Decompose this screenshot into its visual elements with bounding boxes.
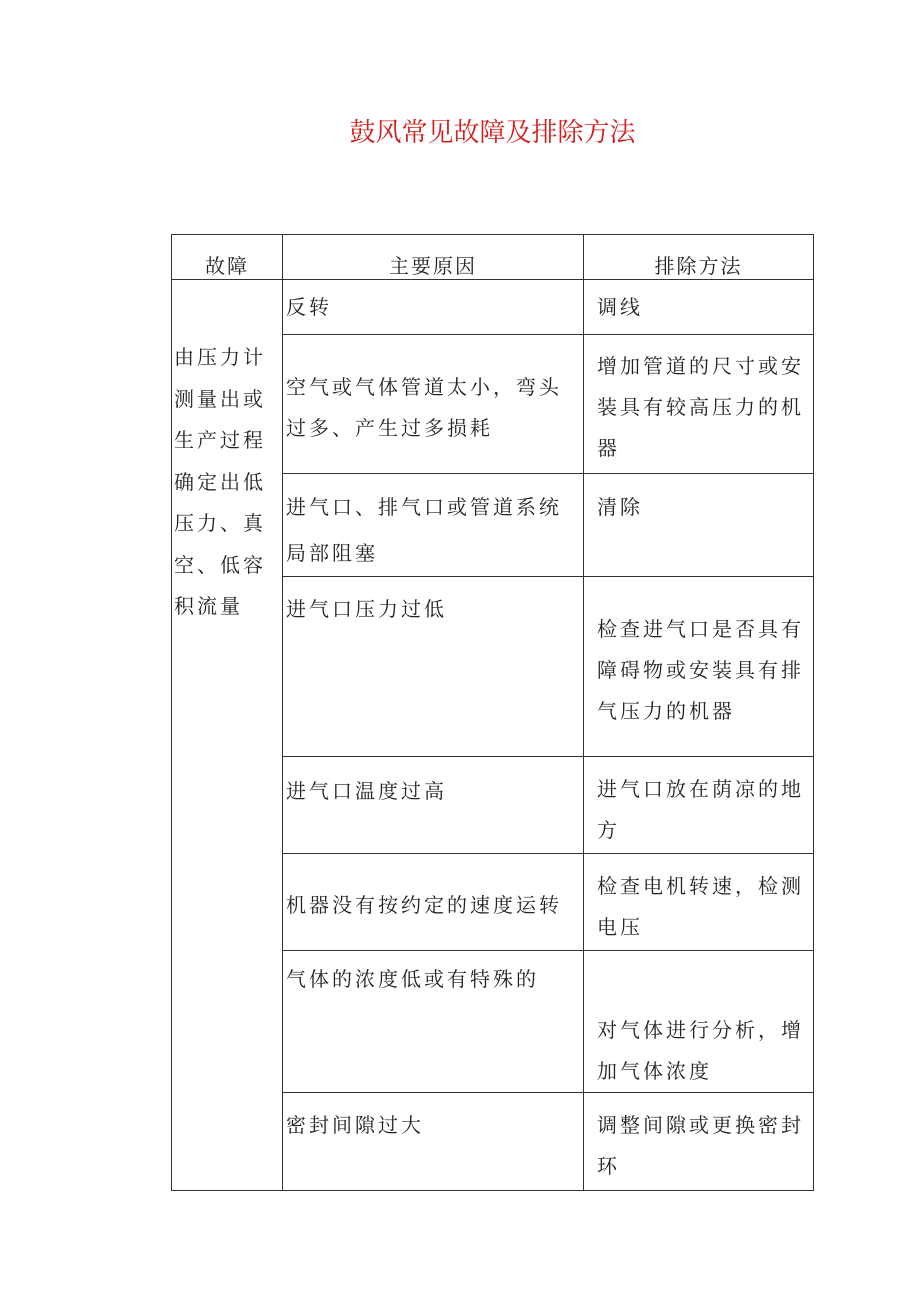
cause-cell: 气体的浓度低或有特殊的 [283,951,584,1093]
fix-cell: 检查电机转速，检测电压 [584,854,814,951]
fix-cell: 调线 [584,280,814,335]
fix-cell: 检查进气口是否具有障碍物或安装具有排气压力的机器 [584,577,814,757]
header-fix: 排除方法 [584,235,814,280]
fix-cell: 清除 [584,474,814,577]
cause-cell: 机器没有按约定的速度运转 [283,854,584,951]
cause-cell: 进气口压力过低 [283,577,584,757]
cause-cell: 进气口温度过高 [283,757,584,854]
header-cause: 主要原因 [283,235,584,280]
fault-table [171,234,814,1191]
document-title: 鼓风常见故障及排除方法 [349,118,636,148]
header-fault: 故障 [172,235,283,280]
table-row [172,280,814,335]
fix-cell: 调整间隙或更换密封环 [584,1093,814,1191]
fix-cell: 进气口放在荫凉的地方 [584,757,814,854]
fault-description: 由压力计测量出或生产过程确定出低压力、真空、低容积流量 [172,280,283,1191]
fix-cell: 增加管道的尺寸或安装具有较高压力的机器 [584,335,814,474]
cause-cell: 进气口、排气口或管道系统局部阻塞 [283,474,584,577]
cause-cell: 密封间隙过大 [283,1093,584,1191]
cause-cell: 空气或气体管道太小，弯头过多、产生过多损耗 [283,335,584,474]
cause-cell: 反转 [283,280,584,335]
table-header-row [172,235,814,280]
fix-cell: 对气体进行分析，增加气体浓度 [584,951,814,1093]
